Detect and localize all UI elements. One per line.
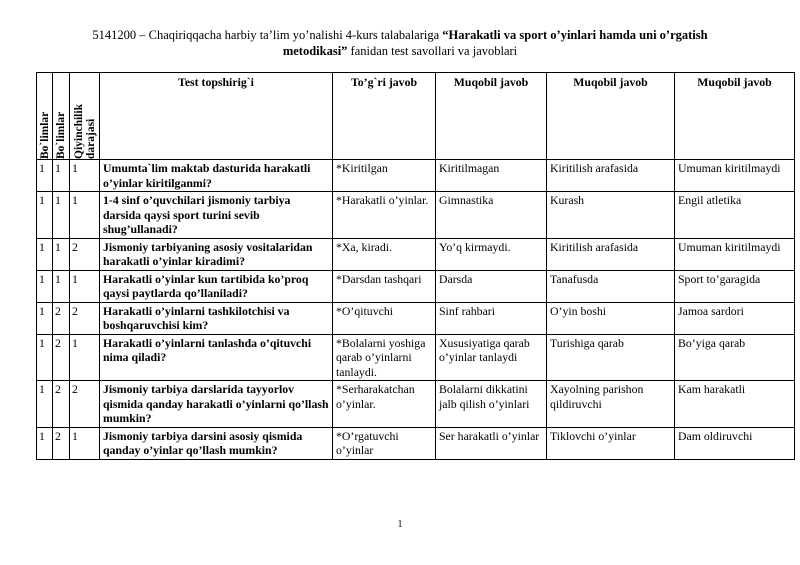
alternative-answer-2-cell: O’yin boshi xyxy=(547,302,675,334)
alternative-answer-1-cell: Sinf rahbari xyxy=(436,302,547,334)
alternative-answer-2-cell: Turishiga qarab xyxy=(547,334,675,381)
document-title xyxy=(60,27,740,59)
header-section-2: Bo`limlar xyxy=(53,73,70,160)
difficulty-cell: 1 xyxy=(70,334,100,381)
correct-answer-cell: *Darsdan tashqari xyxy=(333,270,436,302)
alternative-answer-1-cell: Darsda xyxy=(436,270,547,302)
difficulty-cell: 1 xyxy=(70,270,100,302)
question-cell: Umumta`lim maktab dasturida harakatli o’yinlar kiritilganmi? xyxy=(100,160,333,192)
section-cell: 1 xyxy=(37,302,53,334)
section-cell: 1 xyxy=(37,270,53,302)
alternative-answer-1-cell: Gimnastika xyxy=(436,192,547,239)
correct-answer-cell: *Xa, kiradi. xyxy=(333,238,436,270)
alternative-answer-2-cell: Tiklovchi o’yinlar xyxy=(547,427,675,459)
header-question: Test topshirig`i xyxy=(100,73,333,160)
table-row xyxy=(37,427,795,459)
question-cell: 1-4 sinf o’quvchilari jismoniy tarbiya darsida qaysi sport turini sevib shug’ullanadi? xyxy=(100,192,333,239)
difficulty-cell: 1 xyxy=(70,192,100,239)
correct-answer-cell: *Serharakatchan o’yinlar. xyxy=(333,381,436,428)
table-header-row xyxy=(37,73,795,160)
section-cell: 1 xyxy=(37,192,53,239)
section-cell: 1 xyxy=(37,427,53,459)
alternative-answer-3-cell: Umuman kiritilmaydi xyxy=(675,160,795,192)
alternative-answer-1-cell: Xususiyatiga qarab o’yinlar tanlaydi xyxy=(436,334,547,381)
section-cell: 1 xyxy=(37,381,53,428)
subsection-cell: 2 xyxy=(53,427,70,459)
header-alternative-2: Muqobil javob xyxy=(547,73,675,160)
table-row xyxy=(37,270,795,302)
subsection-cell: 1 xyxy=(53,270,70,302)
subsection-cell: 1 xyxy=(53,238,70,270)
alternative-answer-3-cell: Umuman kiritilmaydi xyxy=(675,238,795,270)
alternative-answer-3-cell: Bo’yiga qarab xyxy=(675,334,795,381)
header-alternative-3: Muqobil javob xyxy=(675,73,795,160)
alternative-answer-2-cell: Kiritilish arafasida xyxy=(547,160,675,192)
alternative-answer-3-cell: Kam harakatli xyxy=(675,381,795,428)
alternative-answer-1-cell: Yo’q kirmaydi. xyxy=(436,238,547,270)
difficulty-cell: 2 xyxy=(70,381,100,428)
correct-answer-cell: *Harakatli o’yinlar. xyxy=(333,192,436,239)
difficulty-cell: 2 xyxy=(70,238,100,270)
difficulty-cell: 1 xyxy=(70,427,100,459)
alternative-answer-2-cell: Kurash xyxy=(547,192,675,239)
correct-answer-cell: *Bolalarni yoshiga qarab o’yinlarni tanlaydi. xyxy=(333,334,436,381)
section-cell: 1 xyxy=(37,238,53,270)
difficulty-cell: 2 xyxy=(70,302,100,334)
alternative-answer-2-cell: Tanafusda xyxy=(547,270,675,302)
question-cell: Jismoniy tarbiya darsini asosiy qismida qanday o’yinlar qo’llash mumkin? xyxy=(100,427,333,459)
alternative-answer-3-cell: Engil atletika xyxy=(675,192,795,239)
title-subject: “Harakatli va sport o’yinlari hamda uni o’rgatish metodikasi” xyxy=(282,28,708,58)
table-row xyxy=(37,334,795,381)
title-prefix: 5141200 – Chaqiriqqacha harbiy ta’lim yo’nalishi 4-kurs talabalariga xyxy=(92,28,443,42)
section-cell: 1 xyxy=(37,334,53,381)
alternative-answer-2-cell: Xayolning parishon qildiruvchi xyxy=(547,381,675,428)
test-table xyxy=(36,72,795,460)
question-cell: Jismoniy tarbiyaning asosiy vositalaridan harakatli o’yinlar kiradimi? xyxy=(100,238,333,270)
table-row xyxy=(37,192,795,239)
table-row xyxy=(37,381,795,428)
table-row xyxy=(37,160,795,192)
alternative-answer-1-cell: Kiritilmagan xyxy=(436,160,547,192)
subsection-cell: 2 xyxy=(53,334,70,381)
header-difficulty: Qiyinchilik darajasi xyxy=(70,73,100,160)
alternative-answer-3-cell: Dam oldiruvchi xyxy=(675,427,795,459)
correct-answer-cell: *Kiritilgan xyxy=(333,160,436,192)
alternative-answer-3-cell: Jamoa sardori xyxy=(675,302,795,334)
question-cell: Harakatli o’yinlarni tashkilotchisi va boshqaruvchisi kim? xyxy=(100,302,333,334)
question-cell: Harakatli o’yinlarni tanlashda o’qituvchi nima qiladi? xyxy=(100,334,333,381)
alternative-answer-3-cell: Sport to’garagida xyxy=(675,270,795,302)
table-row xyxy=(37,238,795,270)
section-cell: 1 xyxy=(37,160,53,192)
subsection-cell: 2 xyxy=(53,302,70,334)
header-section-1: Bo`limlar xyxy=(37,73,53,160)
alternative-answer-1-cell: Ser harakatli o’yinlar xyxy=(436,427,547,459)
subsection-cell: 2 xyxy=(53,381,70,428)
subsection-cell: 1 xyxy=(53,160,70,192)
question-cell: Harakatli o’yinlar kun tartibida ko’proq qaysi paytlarda qo’llaniladi? xyxy=(100,270,333,302)
alternative-answer-1-cell: Bolalarni dikkatini jalb qilish o’yinlari xyxy=(436,381,547,428)
difficulty-cell: 1 xyxy=(70,160,100,192)
question-cell: Jismoniy tarbiya darslarida tayyorlov qismida qanday harakatli o’yinlarni qo’llash mumkin? xyxy=(100,381,333,428)
correct-answer-cell: *O’qituvchi xyxy=(333,302,436,334)
table-row xyxy=(37,302,795,334)
correct-answer-cell: *O’rgatuvchi o’yinlar xyxy=(333,427,436,459)
alternative-answer-2-cell: Kiritilish arafasida xyxy=(547,238,675,270)
page-number: 1 xyxy=(397,519,403,530)
title-suffix: fanidan test savollari va javoblari xyxy=(347,44,518,58)
subsection-cell: 1 xyxy=(53,192,70,239)
header-correct-answer: To’g`ri javob xyxy=(333,73,436,160)
header-alternative-1: Muqobil javob xyxy=(436,73,547,160)
